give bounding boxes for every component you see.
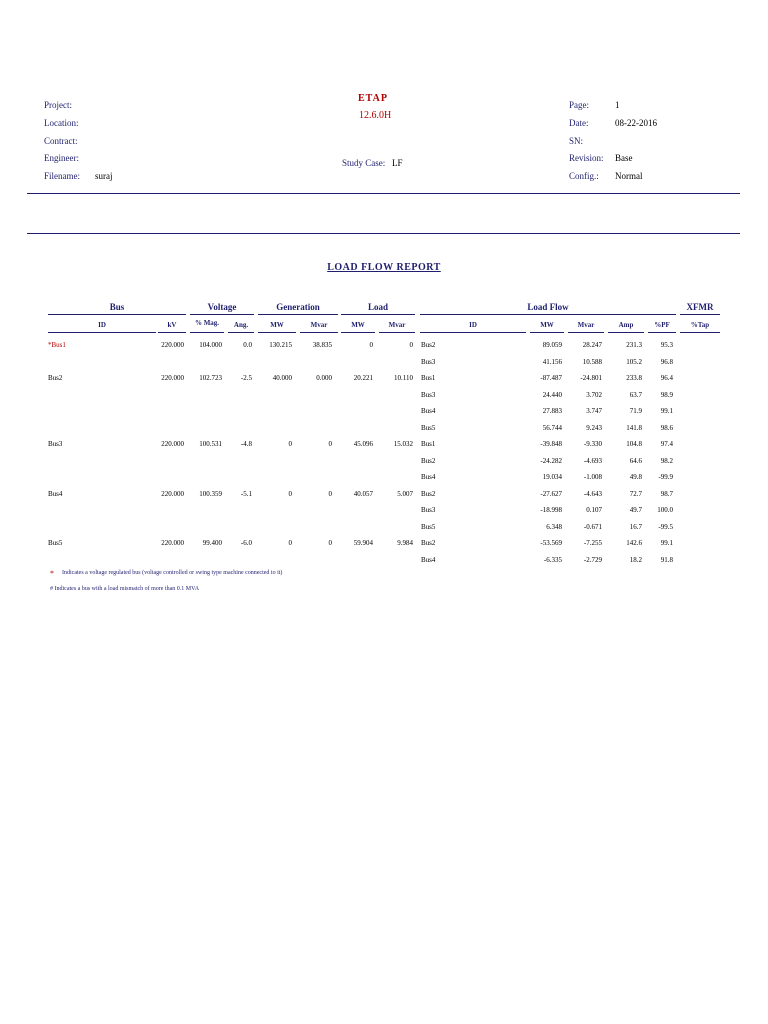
cell-flow-mw: -6.335: [543, 555, 562, 564]
cell-load-mvar: 9.984: [397, 539, 413, 547]
cell-flow-mw: 27.883: [542, 407, 562, 415]
cell-load-mw: 40.057: [353, 489, 373, 498]
cell-flow-mvar: 28.247: [582, 341, 602, 349]
cell-voltage-ang: 0.0: [243, 341, 252, 349]
note-load-mismatch: # Indicates a bus with a load mismatch of more than 0.1 MVA: [50, 586, 200, 592]
date-value: 08-22-2016: [615, 118, 657, 128]
cell-flow-mw: 19.034: [542, 473, 562, 481]
cell-flow-mvar: -7.255: [583, 539, 602, 547]
cell-flow-pf: 97.4: [660, 440, 673, 448]
col-load-mvar: Mvar: [388, 321, 406, 329]
cell-flow-mw: -27.627: [540, 489, 562, 498]
study-case-label: Study Case:: [342, 158, 386, 168]
cell-load-mw: 20.221: [353, 374, 373, 382]
cell-gen-mvar: 0: [328, 440, 332, 448]
cell-flow-to-bus: Bus3: [421, 357, 436, 366]
cell-load-mvar: 15.032: [393, 440, 413, 448]
cell-load-mw: 45.096: [353, 440, 373, 448]
cell-flow-pf: -99.5: [658, 522, 673, 531]
cell-flow-mvar: 0.107: [586, 506, 602, 514]
cell-flow-amp: 63.7: [629, 390, 642, 399]
cell-voltage-ang: -5.1: [240, 489, 252, 498]
cell-flow-mw: 41.156: [542, 357, 562, 366]
group-bus: Bus: [109, 302, 125, 312]
cell-flow-amp: 104.8: [626, 440, 642, 448]
cell-flow-pf: 99.1: [660, 539, 673, 547]
cell-flow-mvar: 10.588: [582, 357, 602, 366]
cell-voltage-mag: 100.531: [199, 440, 222, 448]
col-tap: %Tap: [690, 321, 710, 329]
cell-load-mvar: 0: [409, 341, 413, 349]
note-voltage-regulated: Indicates a voltage regulated bus (voltage controlled or swing type machine connected to it): [62, 570, 283, 576]
cell-flow-mw: 6.348: [546, 522, 562, 531]
cell-flow-to-bus: Bus1: [421, 374, 436, 382]
cell-flow-mvar: 3.702: [586, 390, 602, 399]
cell-kv: 220.000: [161, 341, 184, 349]
cell-flow-to-bus: Bus2: [421, 539, 436, 547]
cell-flow-mw: -18.998: [540, 506, 562, 514]
cell-flow-amp: 64.6: [629, 456, 642, 465]
filename-value: suraj: [95, 171, 113, 181]
cell-flow-pf: 98.6: [660, 423, 673, 432]
cell-voltage-mag: 104.000: [199, 341, 222, 349]
cell-flow-pf: -99.9: [658, 473, 673, 481]
col-gen-mvar: Mvar: [310, 321, 328, 329]
cell-flow-pf: 99.1: [660, 407, 673, 415]
cell-gen-mw: 130.215: [269, 341, 292, 349]
cell-flow-pf: 96.4: [660, 374, 673, 382]
cell-load-mvar: 5.007: [397, 489, 413, 498]
group-load-flow: Load Flow: [527, 302, 569, 312]
contract-label: Contract:: [44, 136, 78, 146]
col-kv: kV: [167, 321, 177, 329]
app-version: 12.6.0H: [359, 110, 392, 121]
config-value: Normal: [615, 171, 643, 181]
cell-gen-mvar: 0: [328, 539, 332, 547]
col-ang: Ang.: [233, 321, 249, 329]
cell-flow-to-bus: Bus2: [421, 456, 436, 465]
cell-flow-mw: -53.569: [540, 539, 562, 547]
revision-value: Base: [615, 153, 633, 163]
app-name: ETAP: [358, 93, 388, 104]
cell-flow-amp: 142.6: [626, 539, 642, 547]
cell-flow-mw: 89.059: [542, 341, 562, 349]
cell-flow-pf: 100.0: [657, 506, 673, 514]
cell-flow-to-bus: Bus3: [421, 390, 436, 399]
cell-gen-mw: 40.000: [272, 374, 292, 382]
cell-flow-to-bus: Bus4: [421, 407, 436, 415]
cell-flow-to-bus: Bus4: [421, 555, 436, 564]
cell-flow-amp: 49.7: [629, 506, 642, 514]
group-load: Load: [367, 302, 388, 312]
study-case-value: LF: [392, 158, 403, 168]
cell-flow-pf: 95.3: [660, 341, 673, 349]
cell-flow-amp: 231.3: [626, 341, 642, 349]
date-label: Date:: [569, 118, 589, 128]
cell-voltage-mag: 102.723: [199, 374, 222, 382]
cell-flow-amp: 18.2: [629, 555, 642, 564]
cell-flow-amp: 71.9: [629, 407, 642, 415]
col-lf-mvar: Mvar: [577, 321, 595, 329]
cell-bus-id: Bus2: [48, 374, 63, 382]
project-label: Project:: [44, 100, 72, 110]
col-lf-id: ID: [469, 321, 477, 329]
cell-flow-mvar: -0.671: [583, 522, 602, 531]
cell-flow-amp: 233.8: [626, 374, 642, 382]
cell-load-mvar: 10.110: [394, 374, 413, 382]
report-title: LOAD FLOW REPORT: [327, 262, 441, 273]
cell-load-mw: 0: [369, 341, 373, 349]
cell-voltage-mag: 99.400: [202, 539, 222, 547]
revision-label: Revision:: [569, 153, 604, 163]
cell-bus-id: *Bus1: [48, 341, 66, 349]
cell-flow-mvar: -24.801: [580, 374, 602, 382]
cell-flow-mw: -24.282: [540, 456, 562, 465]
group-xfmr: XFMR: [686, 302, 714, 312]
col-load-mw: MW: [351, 321, 365, 329]
cell-flow-amp: 141.8: [626, 423, 642, 432]
cell-gen-mw: 0: [288, 489, 292, 498]
cell-flow-pf: 91.8: [660, 555, 673, 564]
page-value: 1: [615, 100, 620, 110]
sn-label: SN:: [569, 136, 584, 146]
cell-flow-mw: -39.848: [540, 440, 562, 448]
cell-flow-amp: 72.7: [629, 489, 642, 498]
cell-flow-to-bus: Bus3: [421, 506, 436, 514]
cell-flow-mvar: -4.693: [583, 456, 602, 465]
cell-flow-amp: 49.8: [629, 473, 642, 481]
filename-label: Filename:: [44, 171, 80, 181]
cell-flow-amp: 16.7: [629, 522, 642, 531]
cell-flow-mvar: -2.729: [583, 555, 602, 564]
page-label: Page:: [569, 100, 589, 110]
cell-load-mw: 59.904: [353, 539, 373, 547]
cell-flow-mw: 56.744: [542, 423, 562, 432]
cell-kv: 220.000: [161, 539, 184, 547]
cell-flow-to-bus: Bus4: [421, 473, 436, 481]
cell-flow-mw: 24.440: [542, 390, 562, 399]
location-label: Location:: [44, 118, 79, 128]
cell-gen-mw: 0: [288, 440, 292, 448]
group-generation: Generation: [276, 302, 320, 312]
cell-flow-to-bus: Bus5: [421, 423, 436, 432]
cell-flow-pf: 96.8: [660, 357, 673, 366]
cell-flow-to-bus: Bus1: [421, 440, 436, 448]
cell-bus-id: Bus5: [48, 539, 63, 547]
group-voltage: Voltage: [207, 302, 237, 312]
cell-flow-pf: 98.2: [660, 456, 673, 465]
col-mag: % Mag.: [194, 319, 220, 327]
cell-kv: 220.000: [161, 374, 184, 382]
cell-voltage-mag: 100.359: [199, 489, 222, 498]
col-pf: %PF: [654, 321, 670, 329]
cell-flow-to-bus: Bus2: [421, 489, 436, 498]
cell-flow-mvar: -4.643: [583, 489, 602, 498]
cell-kv: 220.000: [161, 489, 184, 498]
cell-voltage-ang: -2.5: [240, 374, 252, 382]
config-label: Config.:: [569, 171, 599, 181]
cell-flow-mvar: -1.008: [583, 473, 602, 481]
engineer-label: Engineer:: [44, 153, 79, 163]
note-star-symbol: *: [50, 569, 54, 578]
col-id: ID: [98, 321, 106, 329]
cell-bus-id: Bus3: [48, 440, 63, 448]
cell-kv: 220.000: [161, 440, 184, 448]
cell-voltage-ang: -6.0: [240, 539, 252, 547]
cell-flow-pf: 98.9: [660, 390, 673, 399]
cell-gen-mvar: 0.000: [316, 374, 332, 382]
cell-flow-pf: 98.7: [660, 489, 673, 498]
col-lf-mw: MW: [540, 321, 554, 329]
cell-flow-mvar: 9.243: [586, 423, 602, 432]
cell-flow-amp: 105.2: [626, 357, 642, 366]
cell-gen-mvar: 0: [328, 489, 332, 498]
cell-voltage-ang: -4.8: [240, 440, 252, 448]
cell-flow-mvar: 3.747: [586, 407, 602, 415]
cell-flow-mvar: -9.330: [583, 440, 602, 448]
col-gen-mw: MW: [270, 321, 284, 329]
cell-gen-mw: 0: [288, 539, 292, 547]
cell-gen-mvar: 38.835: [312, 341, 332, 349]
col-amp: Amp: [618, 321, 634, 329]
cell-flow-mw: -87.487: [540, 374, 562, 382]
cell-bus-id: Bus4: [48, 489, 63, 498]
cell-flow-to-bus: Bus2: [421, 341, 436, 349]
cell-flow-to-bus: Bus5: [421, 522, 436, 531]
